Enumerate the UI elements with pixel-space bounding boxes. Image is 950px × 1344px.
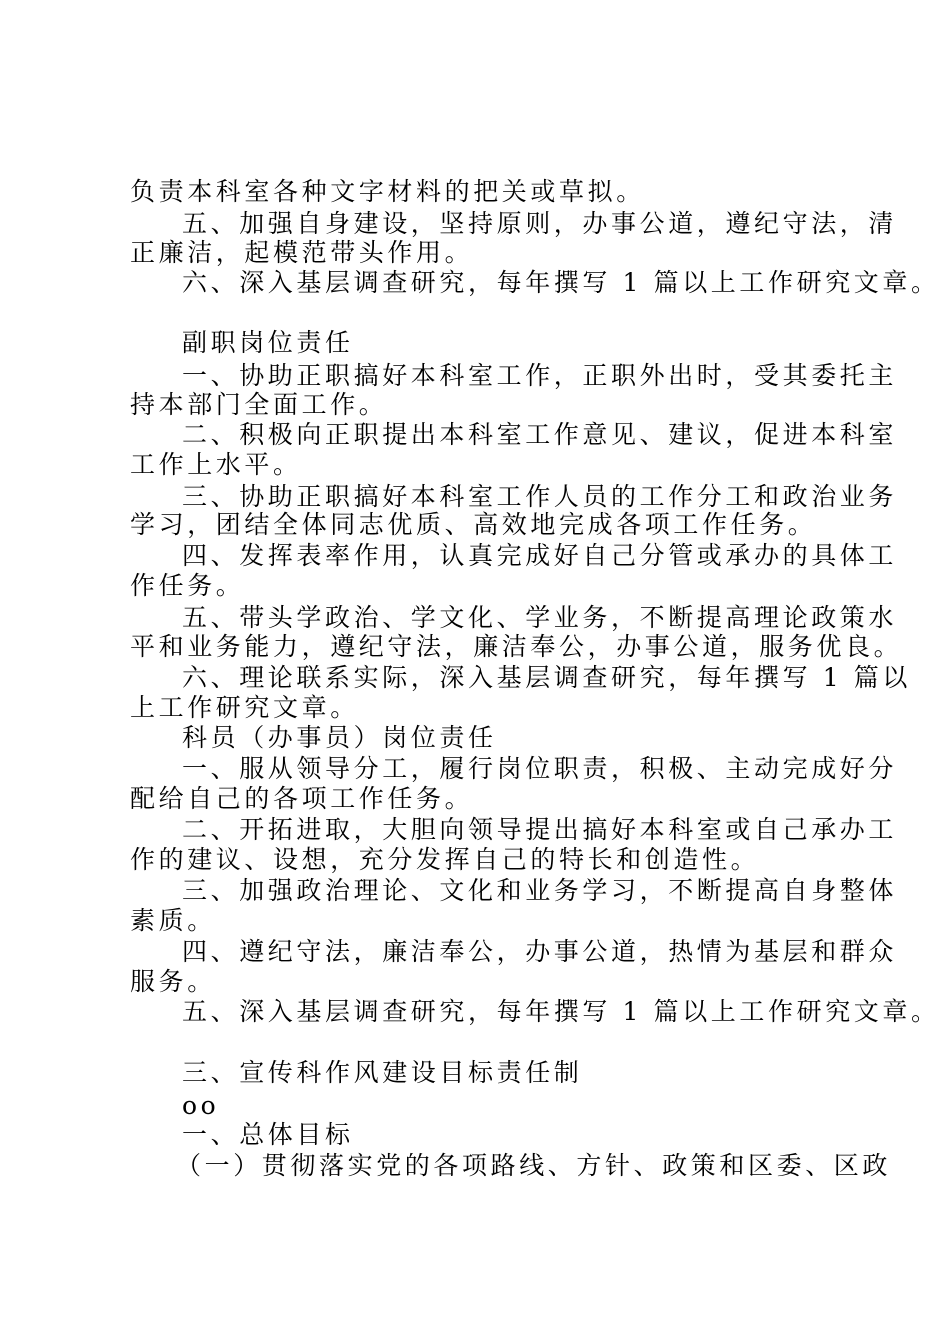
text-line: 配给自己的各项工作任务。	[130, 784, 474, 813]
text-line: oo	[182, 1091, 220, 1120]
text-line: 六、理论联系实际，深入基层调查研究，每年撰写 1 篇以	[182, 663, 912, 692]
text-line: 五、加强自身建设，坚持原则，办事公道，遵纪守法，清	[182, 209, 898, 238]
text-line: 素质。	[130, 906, 216, 935]
section-heading: 科员（办事员）岗位责任	[182, 723, 497, 752]
text-line: 平和业务能力，遵纪守法，廉洁奉公，办事公道，服务优良。	[130, 632, 903, 661]
text-line: 二、开拓进取，大胆向领导提出搞好本科室或自己承办工	[182, 815, 898, 844]
text-line: 作的建议、设想，充分发挥自己的特长和创造性。	[130, 845, 760, 874]
text-line: 持本部门全面工作。	[130, 390, 388, 419]
text-line: 三、协助正职搞好本科室工作人员的工作分工和政治业务	[182, 482, 898, 511]
section-heading: 副职岗位责任	[182, 328, 354, 357]
text-line: 一、服从领导分工，履行岗位职责，积极、主动完成好分	[182, 754, 898, 783]
text-line: 工作上水平。	[130, 450, 302, 479]
text-line: 学习，团结全体同志优质、高效地完成各项工作任务。	[130, 510, 817, 539]
text-line: 正廉洁，起模范带头作用。	[130, 238, 474, 267]
text-line: 上工作研究文章。	[130, 693, 359, 722]
text-line: 二、积极向正职提出本科室工作意见、建议，促进本科室	[182, 420, 898, 449]
subsection-heading: 一、总体目标	[182, 1120, 354, 1149]
text-line: 一、协助正职搞好本科室工作，正职外出时，受其委托主	[182, 361, 898, 390]
text-line: 五、深入基层调查研究，每年撰写 1 篇以上工作研究文章。	[182, 997, 940, 1026]
text-line: 六、深入基层调查研究，每年撰写 1 篇以上工作研究文章。	[182, 268, 940, 297]
text-line: 五、带头学政治、学文化、学业务，不断提高理论政策水	[182, 603, 898, 632]
section-heading: 三、宣传科作风建设目标责任制	[182, 1058, 583, 1087]
text-line: 作任务。	[130, 571, 245, 600]
text-line: （一）贯彻落实党的各项路线、方针、政策和区委、区政	[176, 1151, 892, 1180]
text-line: 四、发挥表率作用，认真完成好自己分管或承办的具体工	[182, 541, 898, 570]
text-line: 服务。	[130, 967, 216, 996]
text-line: 负责本科室各种文字材料的把关或草拟。	[130, 177, 645, 206]
text-line: 三、加强政治理论、文化和业务学习，不断提高自身整体	[182, 876, 898, 905]
text-line: 四、遵纪守法，廉洁奉公，办事公道，热情为基层和群众	[182, 937, 898, 966]
